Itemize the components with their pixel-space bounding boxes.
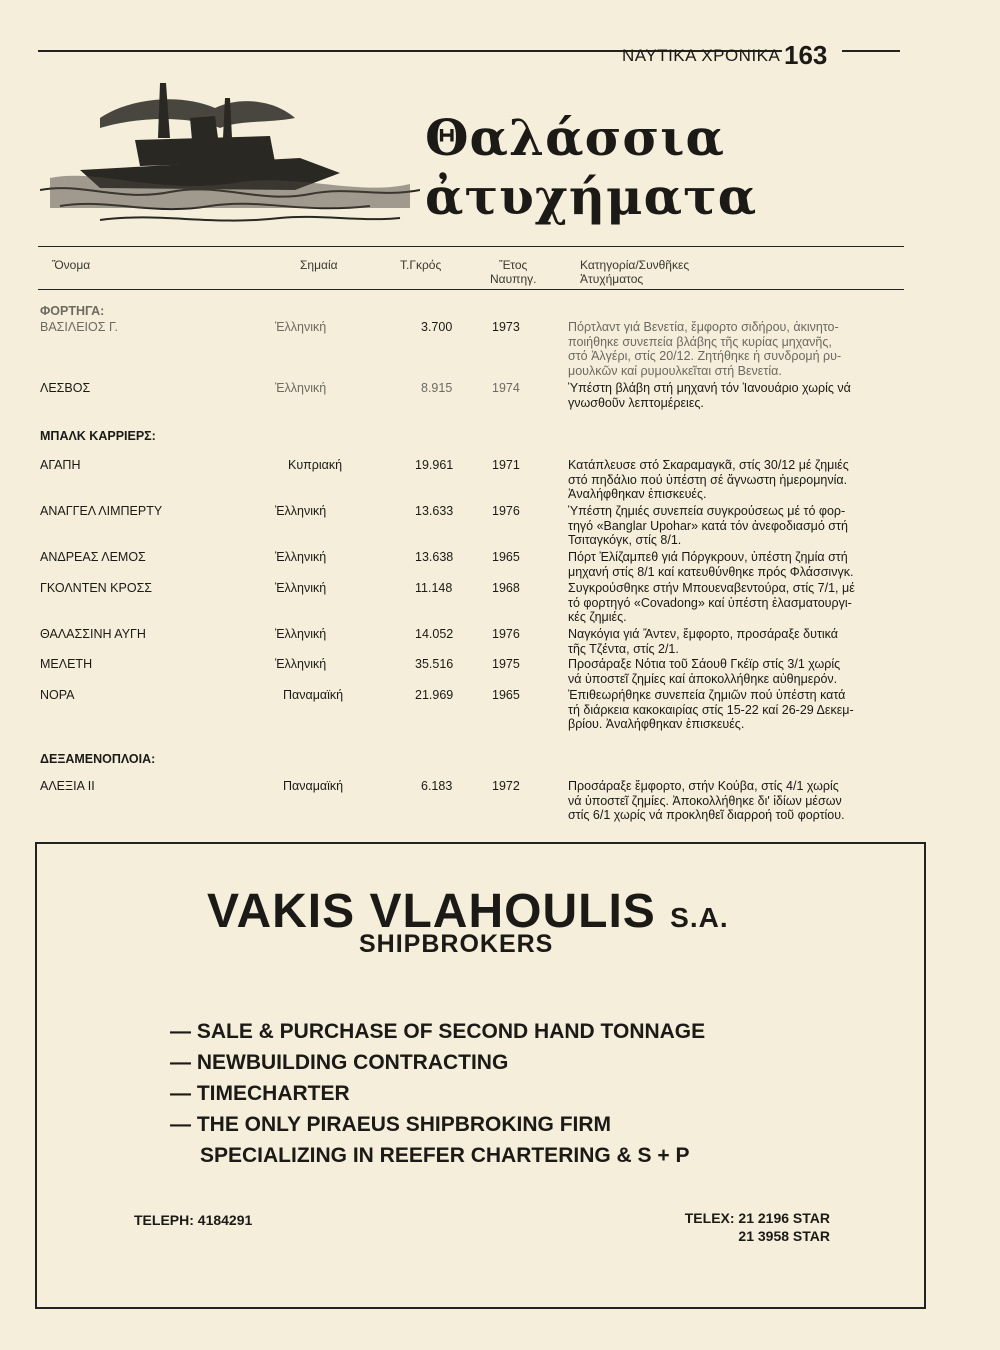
- incident-description: Συγκρούσθηκε στήν Μπουεναβεντούρα, στίς 7/1, μέ τό φορτηγό «Covadong» καί ὑπέστη ἐλασματουργι- κές ζημιές.: [568, 581, 855, 625]
- ship-grt: 13.638: [415, 550, 454, 564]
- ship-year: 1965: [492, 550, 520, 564]
- ship-name: ΜΕΛΕΤΗ: [40, 657, 93, 671]
- incident-description: Ὑπέστη βλάβη στή μηχανή τόν Ἰανουάριο χωρίς νά γνωσθοῦν λεπτομέρειες.: [568, 381, 851, 410]
- page-number: 163: [784, 40, 828, 70]
- col-category-line2: Ἀτυχήματος: [580, 272, 644, 286]
- ship-flag: Ἑλληνική: [275, 550, 327, 564]
- page-title: Θαλάσσια ἀτυχήματα: [425, 108, 758, 226]
- ship-flag: Παναμαϊκή: [283, 688, 344, 702]
- header-rule-top: [38, 246, 904, 247]
- ad-service-item: — THE ONLY PIRAEUS SHIPBROKING FIRM: [170, 1113, 612, 1136]
- ship-flag: Κυπριακή: [288, 458, 343, 472]
- incident-description: Πόρτ Ἐλίζαμπεθ γιά Πόργκρουν, ὑπέστη ζημία στή μηχανή στίς 8/1 καί κατευθύνθηκε πρός Φλάσσινγκ.: [568, 550, 854, 579]
- ad-service-item: — NEWBUILDING CONTRACTING: [170, 1051, 509, 1074]
- ship-grt: 6.183: [421, 779, 453, 793]
- section-title: ΦΟΡΤΗΓΑ:: [40, 304, 105, 318]
- incident-description: Προσάραξε ἔμφορτο, στήν Κούβα, στίς 4/1 χωρίς νά ὑποστεῖ ζημίες. Ἀποκολλήθηκε δι' ἰδίων μέσων στίς 6/1 χωρίς νά προκληθεῖ διαρροή τοῦ φορτίου.: [568, 779, 845, 823]
- col-year-line1: Ἔτος: [499, 258, 528, 272]
- ad-phone: TELEPH: 4184291: [134, 1212, 253, 1228]
- ship-name: ΑΝΔΡΕΑΣ ΛΕΜΟΣ: [40, 550, 146, 564]
- incident-description: Ὑπέστη ζημιές συνεπεία συγκρούσεως μέ τό φορ- τηγό «Banglar Upohar» κατά τόν ἀνεφοδιασμό στή Τσιταγκόγκ, στίς 8/1.: [568, 504, 848, 548]
- ad-telex: [660, 1209, 830, 1245]
- ship-year: 1968: [492, 581, 520, 595]
- ship-grt: 35.516: [415, 657, 454, 671]
- col-name: Ὄνομα: [52, 258, 91, 272]
- header-rule-bottom: [38, 289, 904, 290]
- incident-description: Πόρτλαντ γιά Βενετία, ἔμφορτο σιδήρου, ἀκινητο- ποιήθηκε συνεπεία βλάβης τῆς κυρίας μηχανῆς, στό Ἀλγέρι, στίς 20/12. Ζητήθηκε ἡ συνδρομή ρυ- μουλκῶν καί ρυμουλκεῖται στή Βενετία.: [568, 320, 842, 378]
- ship-name: ΑΓΑΠΗ: [40, 458, 81, 472]
- ship-grt: 11.148: [415, 581, 453, 595]
- ship-flag: Παναμαϊκή: [283, 779, 344, 793]
- incident-description: Προσάραξε Νότια τοῦ Σάουθ Γκέϊρ στίς 3/1 χωρίς νά ὑποστεῖ ζημίες καί ἀποκολλήθηκε αὐθημερόν.: [568, 657, 841, 686]
- ship-grt: 21.969: [415, 688, 454, 702]
- ship-flag: Ἑλληνική: [275, 320, 327, 334]
- ad-company: VAKIS VLAHOULIS: [207, 885, 656, 938]
- col-year: [490, 258, 536, 286]
- ship-grt: 13.633: [415, 504, 454, 518]
- incident-description: Ἐπιθεωρήθηκε συνεπεία ζημιῶν πού ὑπέστη κατά τή διάρκεια κακοκαιρίας στίς 15-22 καί 26-29 Δεκεμ- βρίου. Ἀναλήφθηκαν ἐπισκευές.: [568, 688, 854, 732]
- ship-name: ΒΑΣΙΛΕΙΟΣ Γ.: [40, 320, 118, 334]
- section-title: ΜΠΑΛΚ ΚΑΡΡΙΕΡΣ:: [40, 429, 156, 443]
- ship-name: ΛΕΣΒΟΣ: [40, 381, 91, 395]
- ship-grt: 19.961: [415, 458, 454, 472]
- ship-flag: Ἑλληνική: [275, 381, 327, 395]
- magazine-name: ΝΑΥΤΙΚΑ ΧΡΟΝΙΚΑ: [622, 46, 781, 65]
- incident-description: Ναγκόγια γιά Ἄντεν, ἔμφορτο, προσάραξε δυτικά τῆς Τζέντα, στίς 2/1.: [568, 627, 838, 656]
- ad-telex-line1: TELEX: 21 2196 STAR: [684, 1210, 830, 1226]
- ship-flag: Ἑλληνική: [275, 581, 327, 595]
- ship-year: 1973: [492, 320, 520, 334]
- ship-name: ΑΝΑΓΓΕΛ ΛΙΜΠΕΡΤΥ: [40, 504, 163, 518]
- ad-company-suffix: S.A.: [670, 902, 729, 933]
- ship-year: 1965: [492, 688, 520, 702]
- ship-year: 1976: [492, 627, 520, 641]
- col-category: [580, 258, 689, 286]
- ship-year: 1975: [492, 657, 520, 671]
- incident-description: Κατάπλευσε στό Σκαραμαγκᾶ, στίς 30/12 μέ ζημιές στό πηδάλιο πού ὑπέστη σέ ἄγνωστη ἡμερομηνία. Ἀναλήφθηκαν ἐπισκευές.: [568, 458, 849, 502]
- advertisement: [35, 842, 926, 1309]
- ship-flag: Ἑλληνική: [275, 657, 327, 671]
- ship-year: 1974: [492, 381, 520, 395]
- ship-grt: 14.052: [415, 627, 454, 641]
- ship-year: 1976: [492, 504, 520, 518]
- section-title: ΔΕΞΑΜΕΝΟΠΛΟΙΑ:: [40, 752, 156, 766]
- top-rule-right: [842, 50, 900, 52]
- ship-flag: Ἑλληνική: [275, 504, 327, 518]
- col-flag: Σημαία: [300, 258, 338, 272]
- ad-service-item: SPECIALIZING IN REEFER CHARTERING & S + P: [200, 1144, 690, 1167]
- col-grt: Τ.Γκρός: [400, 258, 442, 272]
- ship-flag: Ἑλληνική: [275, 627, 327, 641]
- ad-subtitle: SHIPBROKERS: [359, 930, 554, 958]
- ship-year: 1972: [492, 779, 520, 793]
- ship-name: ΑΛΕΞΙΑ ΙΙ: [40, 779, 95, 793]
- ad-service-item: — TIMECHARTER: [170, 1082, 350, 1105]
- ship-name: ΓΚΟΛΝΤΕΝ ΚΡΟΣΣ: [40, 581, 153, 595]
- ship-grt: 3.700: [421, 320, 453, 334]
- ship-grt: 8.915: [421, 381, 453, 395]
- col-category-line1: Κατηγορία/Συνθῆκες: [580, 258, 690, 272]
- col-year-line2: Ναυπηγ.: [490, 272, 537, 286]
- ship-name: ΘΑΛΑΣΣΙΝΗ ΑΥΓΗ: [40, 627, 146, 641]
- ad-services: [170, 1016, 705, 1171]
- ship-illustration: [40, 78, 420, 228]
- ad-service-item: — SALE & PURCHASE OF SECOND HAND TONNAGE: [170, 1020, 706, 1043]
- ad-telex-line2: 21 3958 STAR: [738, 1228, 830, 1244]
- ship-name: ΝΟΡΑ: [40, 688, 75, 702]
- ship-year: 1971: [492, 458, 520, 472]
